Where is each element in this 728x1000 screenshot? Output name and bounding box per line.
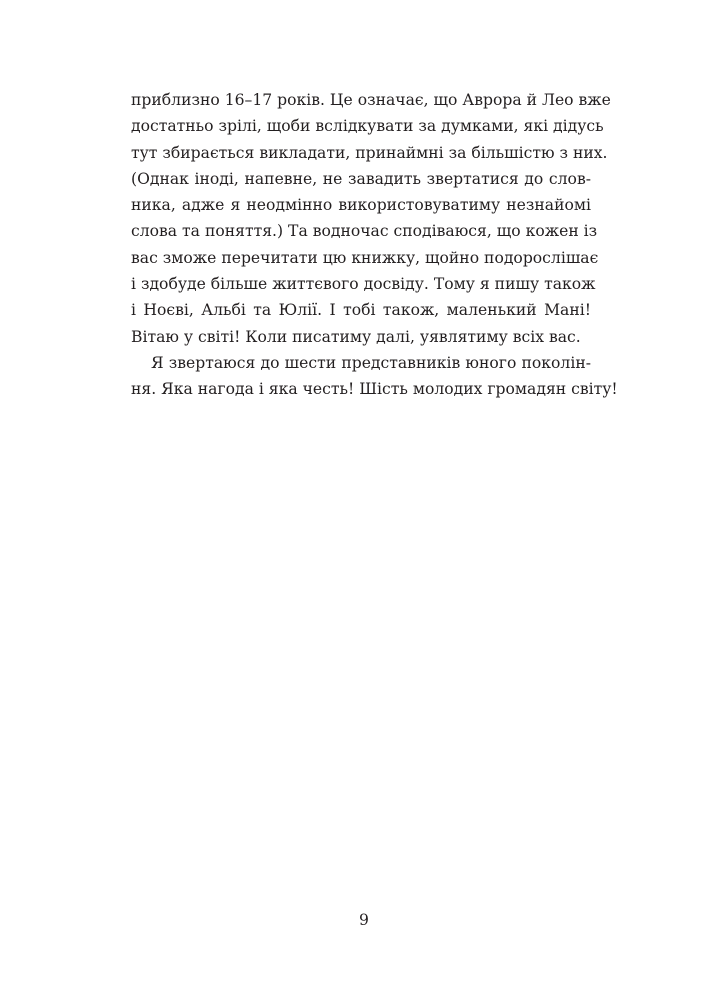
body-text: [131, 87, 618, 403]
text-line: (Однак іноді, напевне, не завадить звертатися до слов-: [131, 169, 591, 188]
text-line: Я звертаюся до шести представників юного поколін-: [151, 353, 591, 372]
text-line: достатньо зрілі, щоби вслідкувати за думками, які дідусь: [131, 117, 604, 136]
paragraph-2: [131, 350, 618, 403]
text-line: і здобуде більше життєвого досвіду. Тому я пишу також: [131, 275, 596, 294]
page-number: 9: [359, 911, 369, 929]
text-line: і Ноєві, Альбі та Юлії. І тобі також, маленький Мані!: [131, 301, 591, 320]
text-line: слова та поняття.) Та водночас сподіваюся, що кожен із: [131, 222, 598, 241]
text-line: тут збирається викладати, принаймні за більшістю з них.: [131, 143, 608, 162]
text-line: ня. Яка нагода і яка честь! Шість молодих громадян світу!: [131, 380, 618, 399]
text-line: Вітаю у світі! Коли писатиму далі, уявлятиму всіх вас.: [131, 327, 581, 346]
paragraph-1: [131, 87, 611, 350]
text-line: вас зможе перечитати цю книжку, щойно подорослішає: [131, 248, 599, 267]
text-line: ника, адже я неодмінно використовуватиму незнайомі: [131, 196, 591, 215]
text-line: приблизно 16–17 років. Це означає, що Аврора й Лео вже: [131, 91, 611, 109]
